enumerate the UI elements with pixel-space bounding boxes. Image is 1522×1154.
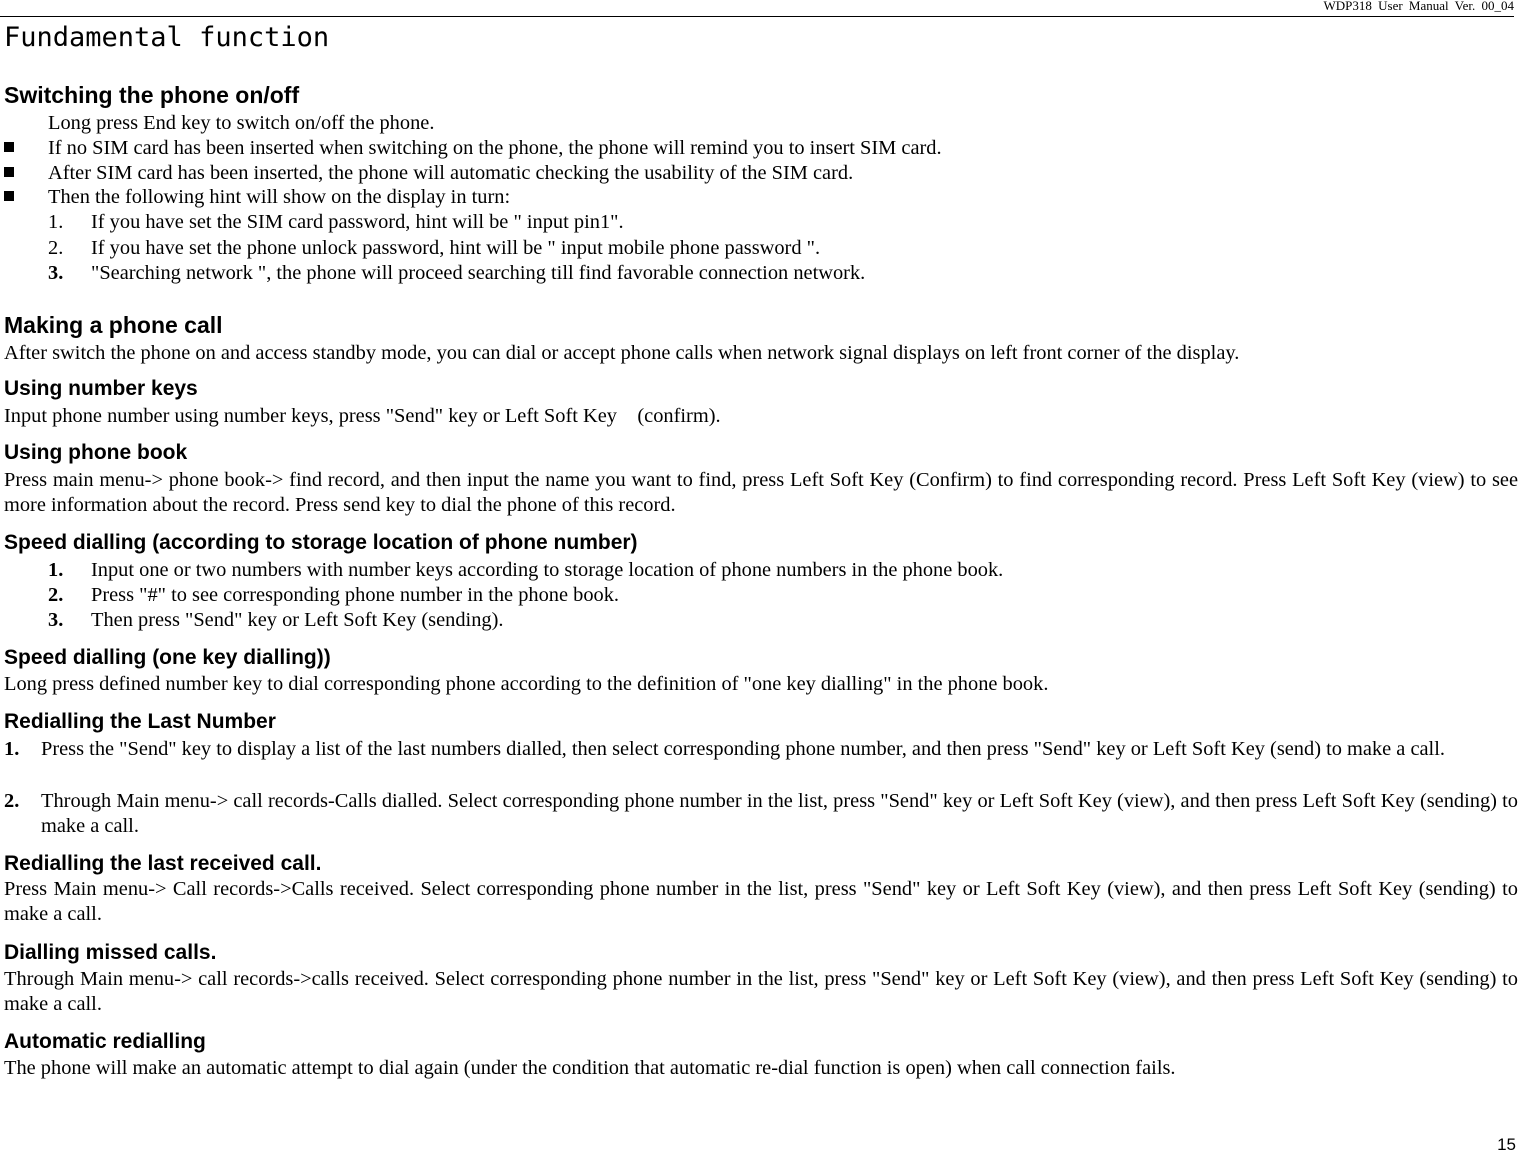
step-number: 2. xyxy=(48,584,64,606)
number-keys-text: Input phone number using number keys, press "Send" key or Left Soft Key (confirm). xyxy=(4,405,721,427)
step-number: 1. xyxy=(48,211,64,233)
bullet-square-icon xyxy=(4,191,14,201)
item-number: 2. xyxy=(4,790,20,812)
switching-bullet: If no SIM card has been inserted when switching on the phone, the phone will remind you to insert SIM card. xyxy=(48,137,942,159)
step-number: 2. xyxy=(48,237,64,259)
step-number: 3. xyxy=(48,262,64,284)
step-text: If you have set the phone unlock password, hint will be " input mobile phone password ". xyxy=(91,237,821,259)
switching-intro: Long press End key to switch on/off the phone. xyxy=(48,112,435,134)
speed-onekey-text: Long press defined number key to dial corresponding phone according to the definition of "one key dialling" in the phone book. xyxy=(4,673,1049,695)
redial-received-text: Press Main menu-> Call records->Calls received. Select corresponding phone number in the list, press "Send" key or Left Soft Key (view), and then press Left Soft Key (sending) to make a call. xyxy=(4,878,1518,925)
section-heading-redial-last: Redialling the Last Number xyxy=(4,710,276,733)
missed-text: Through Main menu-> call records->calls received. Select corresponding phone number in the list, press "Send" key or Left Soft Key (view), and then press Left Soft Key (sending) to make a call. xyxy=(4,968,1518,1015)
page-number: 15 xyxy=(1497,1135,1516,1154)
auto-redial-text: The phone will make an automatic attempt to dial again (under the condition that automatic re-dial function is open) when call connection fails. xyxy=(4,1057,1176,1079)
step-text: Input one or two numbers with number keys according to storage location of phone numbers in the phone book. xyxy=(91,559,1004,581)
step-text: Then press "Send" key or Left Soft Key (sending). xyxy=(91,609,504,631)
bullet-square-icon xyxy=(4,167,14,177)
step-text: Press "#" to see corresponding phone number in the phone book. xyxy=(91,584,620,606)
chapter-title: Fundamental function xyxy=(4,22,330,53)
section-heading-auto-redial: Automatic redialling xyxy=(4,1030,206,1053)
switching-bullet: Then the following hint will show on the display in turn: xyxy=(48,186,511,208)
running-header-title: WDP318 User Manual Ver. 00_04 xyxy=(1323,0,1514,13)
redial-last-item: Press the "Send" key to display a list of the last numbers dialled, then select corresponding phone number, and then press "Send" key or Left Soft Key (send) to make a call. xyxy=(41,738,1445,760)
step-text: "Searching network ", the phone will proceed searching till find favorable connection network. xyxy=(91,262,866,284)
switching-bullet: After SIM card has been inserted, the phone will automatic checking the usability of the SIM card. xyxy=(48,162,854,184)
phone-book-text: Press main menu-> phone book-> find record, and then input the name you want to find, press Left Soft Key (Confirm) to find corresponding record. Press Left Soft Key (view) to see more information about the record. Press send key to dial the phone of this record. xyxy=(4,469,1518,516)
making-call-text: After switch the phone on and access standby mode, you can dial or accept phone calls when network signal displays on left front corner of the display. xyxy=(4,342,1240,364)
bullet-square-icon xyxy=(4,142,14,152)
section-heading-number-keys: Using number keys xyxy=(4,377,198,400)
step-number: 3. xyxy=(48,609,64,631)
section-heading-missed: Dialling missed calls. xyxy=(4,941,217,964)
redial-last-item: Through Main menu-> call records-Calls dialled. Select corresponding phone number in the list, press "Send" key or Left Soft Key (view), and then press Left Soft Key (sending) to make a call. xyxy=(41,790,1518,837)
step-number: 1. xyxy=(48,559,64,581)
item-number: 1. xyxy=(4,738,20,760)
running-header xyxy=(0,0,1514,17)
section-heading-speed-storage: Speed dialling (according to storage location of phone number) xyxy=(4,531,638,554)
section-heading-phone-book: Using phone book xyxy=(4,441,188,464)
section-heading-making-call: Making a phone call xyxy=(4,312,223,338)
section-heading-speed-onekey: Speed dialling (one key dialling)) xyxy=(4,646,331,669)
section-heading-switching: Switching the phone on/off xyxy=(4,82,300,108)
section-heading-redial-received: Redialling the last received call. xyxy=(4,852,322,875)
step-text: If you have set the SIM card password, hint will be " input pin1". xyxy=(91,211,624,233)
